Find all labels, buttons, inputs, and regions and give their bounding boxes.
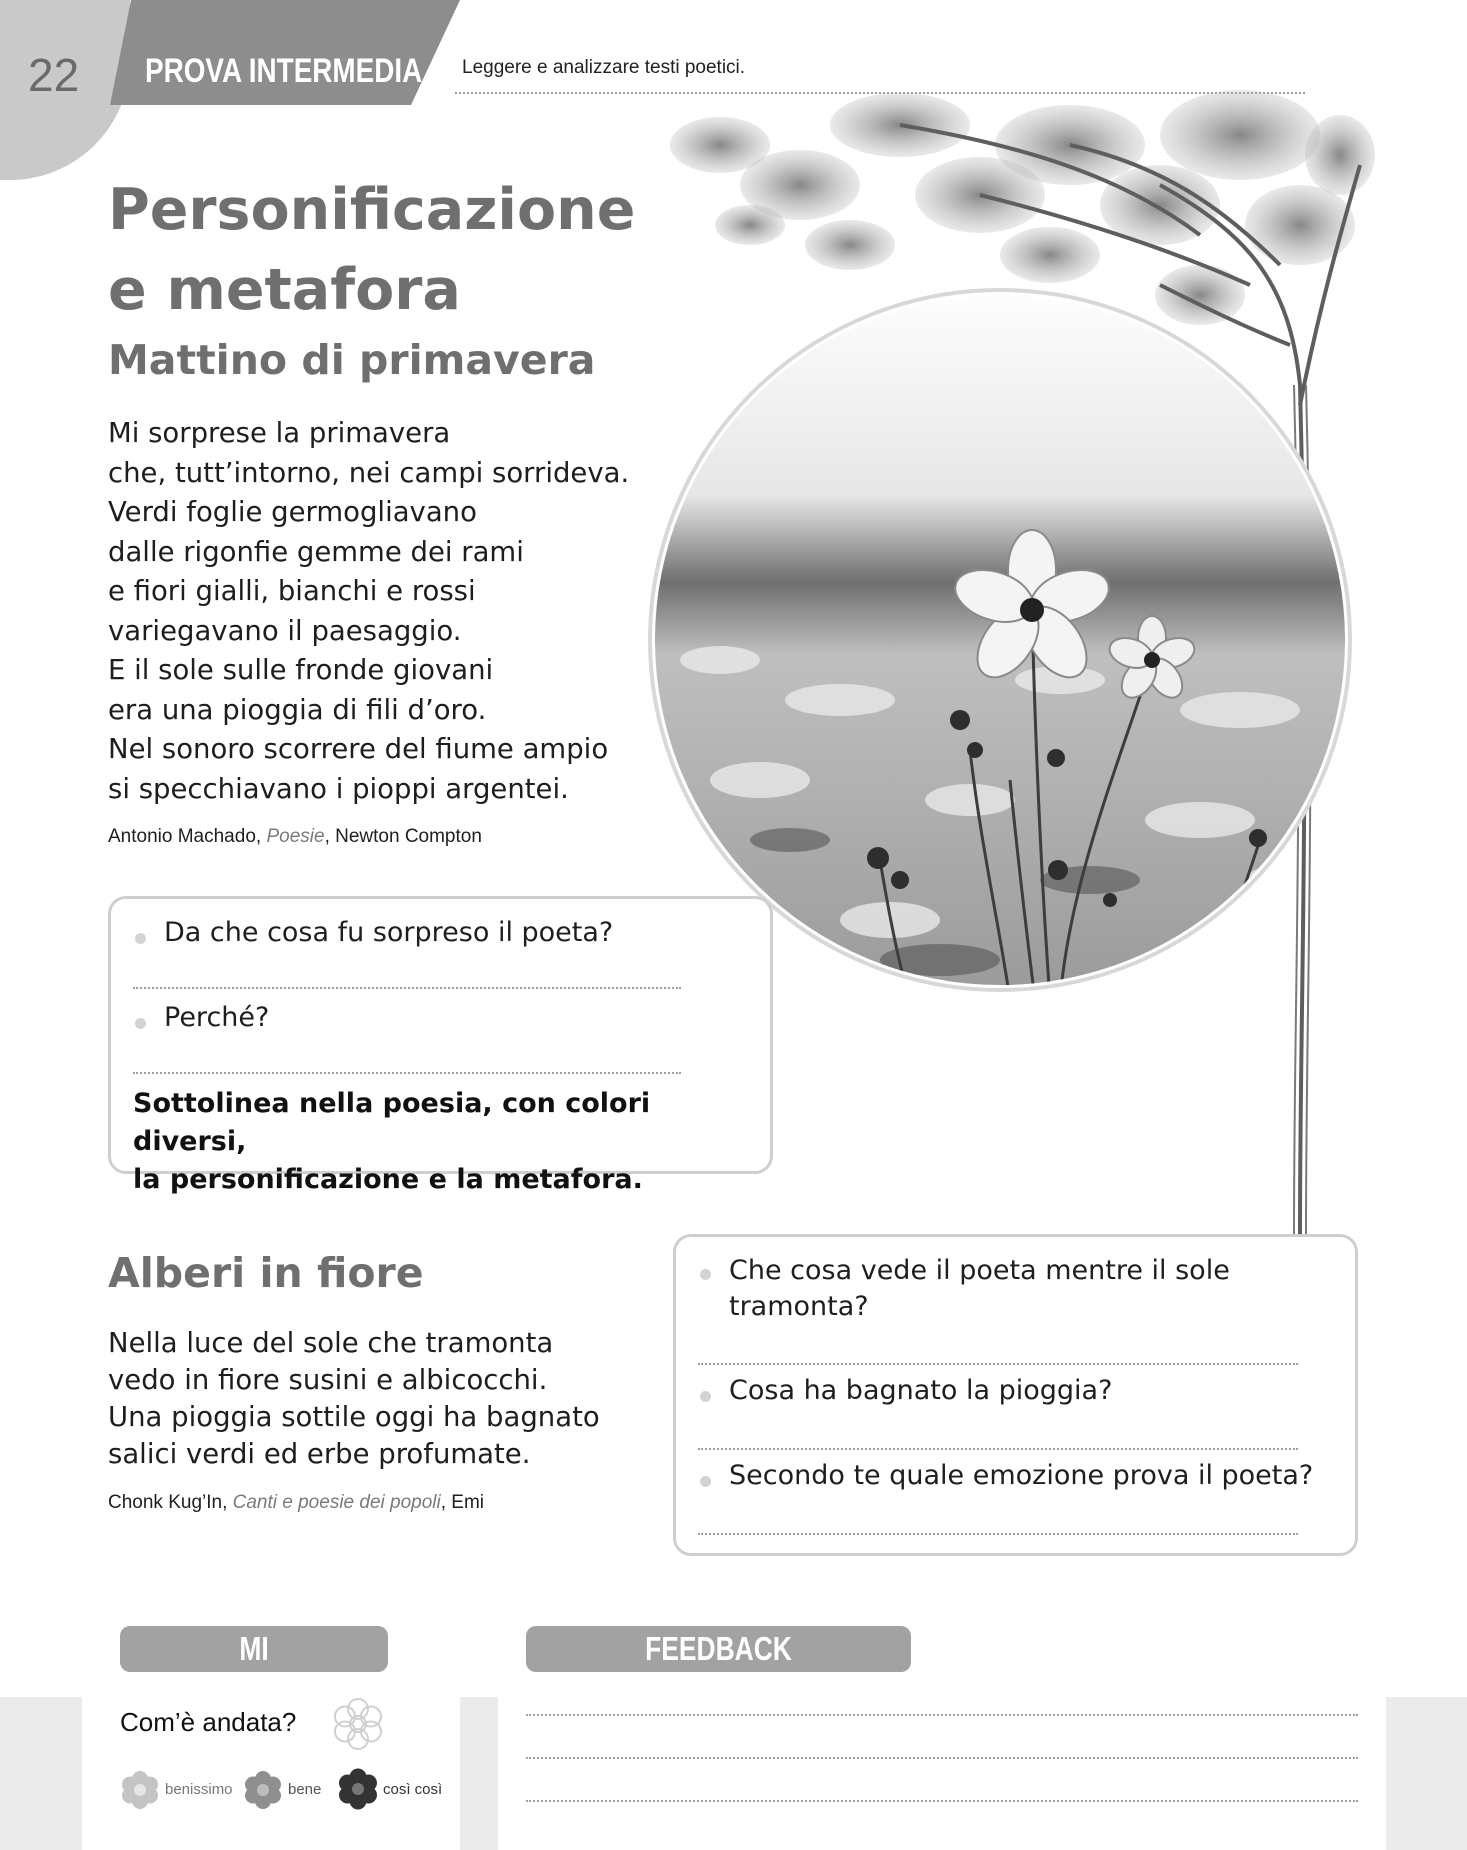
poem-line: e fiori gialli, bianchi e rossi bbox=[108, 575, 476, 607]
poem1-title: Mattino di primavera bbox=[108, 336, 596, 384]
feedback-label-text: FEEDBACK DELL’INSEGNANTE bbox=[594, 1630, 843, 1713]
self-evaluation-question: Com’è andata? bbox=[120, 1707, 297, 1737]
poem-line: salici verdi ed erbe profumate. bbox=[108, 1438, 531, 1470]
title-line-2: e metafora bbox=[108, 257, 461, 323]
self-evaluation-label-text: MI AUTOVALUTO bbox=[163, 1630, 345, 1713]
question-3-line-2: tramonta? bbox=[729, 1291, 869, 1322]
instruction-line-2: la personificazione e la metafora. bbox=[133, 1164, 643, 1195]
answer-line-2[interactable] bbox=[133, 1072, 681, 1074]
poem-line: dalle rigonfie gemme dei rami bbox=[108, 535, 524, 568]
bullet-icon bbox=[700, 1476, 711, 1487]
rating-label-1: benissimo bbox=[165, 1781, 233, 1798]
poem2-title: Alberi in fiore bbox=[108, 1249, 424, 1297]
question-box-1 bbox=[108, 896, 773, 1195]
question-3 bbox=[729, 1253, 1230, 1325]
poem-line: Una pioggia sottile oggi ha bagnato bbox=[108, 1401, 600, 1433]
poem1-book: Poesie bbox=[266, 826, 325, 847]
section-label: PROVA INTERMEDIA bbox=[145, 52, 423, 90]
poem-line: si specchiavano i pioppi argentei. bbox=[108, 772, 569, 805]
instruction-line-1: Sottolinea nella poesia, con colori diversi, bbox=[133, 1088, 651, 1157]
rating-label-2: bene bbox=[288, 1781, 322, 1798]
poem1-credit bbox=[108, 826, 482, 848]
poem2-publisher: , Emi bbox=[440, 1492, 485, 1513]
question-4: Cosa ha bagnato la pioggia? bbox=[729, 1375, 1113, 1406]
bullet-icon bbox=[135, 1018, 146, 1029]
self-evaluation-label bbox=[120, 1626, 388, 1713]
question-5: Secondo te quale emozione prova il poeta? bbox=[729, 1460, 1314, 1491]
page-number: 22 bbox=[28, 49, 80, 101]
answer-line-5[interactable] bbox=[698, 1533, 1298, 1535]
answer-line-1[interactable] bbox=[133, 987, 681, 989]
poem-line: che, tutt’intorno, nei campi sorrideva. bbox=[108, 456, 630, 489]
poem-line: variegavano il paesaggio. bbox=[108, 614, 462, 647]
poem1-text bbox=[108, 414, 668, 809]
poem2-author: Chonk Kug’In, bbox=[108, 1492, 233, 1513]
question-box-2 bbox=[673, 1234, 1358, 1556]
page-subtitle: Leggere e analizzare testi poetici. bbox=[462, 57, 746, 78]
answer-line-3[interactable] bbox=[698, 1363, 1298, 1365]
poem2-text bbox=[108, 1325, 668, 1473]
title-line-1: Personificazione bbox=[108, 177, 636, 243]
question-1: Da che cosa fu sorpreso il poeta? bbox=[164, 917, 614, 948]
poem-line: Mi sorprese la primavera bbox=[108, 417, 451, 449]
feedback-line-3[interactable] bbox=[526, 1800, 1358, 1802]
rating-label-3: così così bbox=[383, 1781, 443, 1798]
poem-line: E il sole sulle fronde giovani bbox=[108, 654, 494, 686]
question-2: Perché? bbox=[164, 1002, 270, 1033]
bullet-icon bbox=[135, 933, 146, 944]
poem-line: vedo in fiore susini e albicocchi. bbox=[108, 1364, 548, 1396]
poem-line: Verdi foglie germogliavano bbox=[108, 496, 477, 528]
feedback-label bbox=[526, 1626, 911, 1713]
poem2-book: Canti e poesie dei popoli bbox=[232, 1492, 441, 1513]
rating-flower-icon-light[interactable] bbox=[118, 1768, 162, 1812]
poem-line: Nella luce del sole che tramonta bbox=[108, 1327, 554, 1359]
flower-outline-icon bbox=[328, 1694, 388, 1754]
answer-line-4[interactable] bbox=[698, 1448, 1298, 1450]
feedback-line-1[interactable] bbox=[526, 1714, 1358, 1716]
flower-photo bbox=[640, 280, 1360, 1000]
poem-line: era una pioggia di fili d’oro. bbox=[108, 693, 487, 726]
bullet-icon bbox=[700, 1391, 711, 1402]
poem1-publisher: , Newton Compton bbox=[324, 826, 482, 847]
poem-line: Nel sonoro scorrere del fiume ampio bbox=[108, 733, 609, 765]
feedback-line-2[interactable] bbox=[526, 1757, 1358, 1759]
poem1-author: Antonio Machado, bbox=[108, 826, 267, 847]
rating-flower-icon-dark[interactable] bbox=[335, 1766, 381, 1812]
bullet-icon bbox=[700, 1269, 711, 1280]
question-3-line-1: Che cosa vede il poeta mentre il sole bbox=[729, 1255, 1230, 1286]
page-title bbox=[108, 170, 648, 330]
rating-flower-icon-medium[interactable] bbox=[241, 1768, 285, 1812]
poem2-credit bbox=[108, 1492, 484, 1514]
instruction-text bbox=[133, 1085, 770, 1199]
